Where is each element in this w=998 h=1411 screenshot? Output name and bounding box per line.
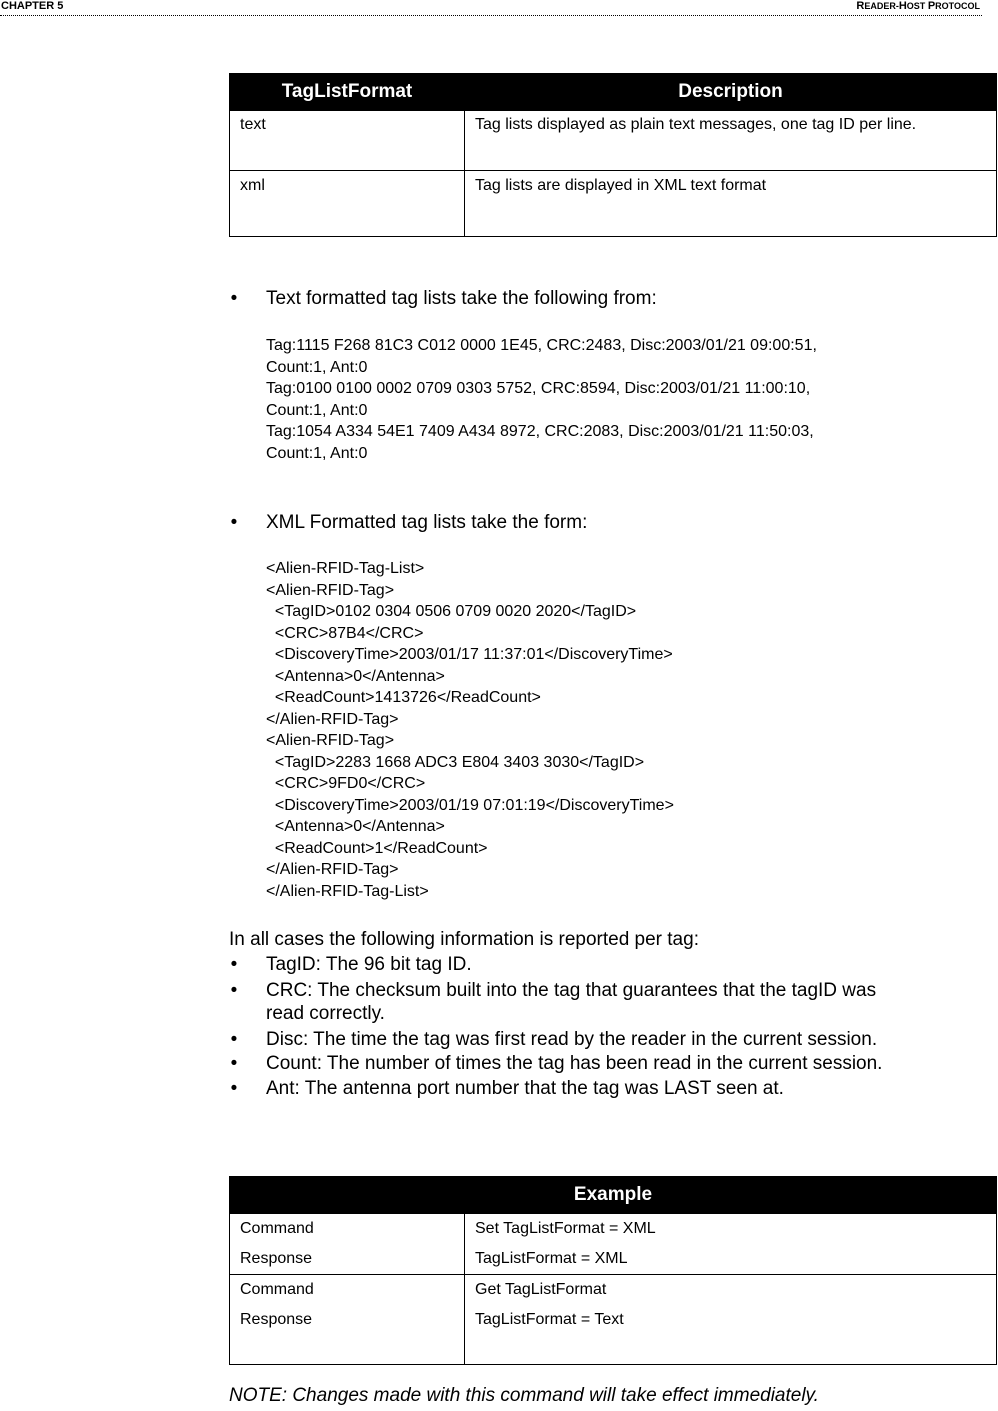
taglistformat-table xyxy=(229,73,997,237)
info-item-continuation: read correctly. xyxy=(266,1003,385,1024)
bullet-text-format-title: Text formatted tag lists take the following from: xyxy=(266,288,657,309)
table-row xyxy=(230,111,997,171)
bullet-dot: • xyxy=(230,512,238,533)
response-label: Response xyxy=(240,1250,313,1267)
response-value: TagListFormat = XML xyxy=(475,1250,628,1267)
format-name: xml xyxy=(230,171,465,237)
section-label: READER-HOST PROTOCOL xyxy=(856,0,980,12)
bullet-dot: • xyxy=(230,954,238,975)
note-text: NOTE: Changes made with this command will take effect immediately. xyxy=(229,1385,819,1406)
page-header xyxy=(0,0,982,16)
text-format-example: Tag:1115 F268 81C3 C012 0000 1E45, CRC:2483, Disc:2003/01/21 09:00:51, Count:1, Ant:0 Tag:0100 0100 0002 0709 0303 5752, CRC:8594, Disc:2003/01/21 11:00:10, Count:1, Ant:0 Tag:1054 A334 54E1 7409 A434 8972, CRC:2083, Disc:2003/01/21 11:50:03, Count:1, Ant:0 xyxy=(266,337,817,462)
bullet-dot: • xyxy=(230,1053,238,1074)
bullet-xml-format-title: XML Formatted tag lists take the form: xyxy=(266,512,588,533)
table-header-taglistformat: TagListFormat xyxy=(230,74,465,111)
response-label: Response xyxy=(240,1311,313,1328)
format-name: text xyxy=(230,111,465,171)
command-label: Command xyxy=(240,1281,314,1298)
xml-format-example: <Alien-RFID-Tag-List> <Alien-RFID-Tag> <TagID>0102 0304 0506 0709 0020 2020</TagID> <CRC>87B4</CRC> <DiscoveryTime>2003/01/17 11:37:01</DiscoveryTime> <Antenna>0</Antenna> <ReadCount>1413726</ReadCount> </Alien-RFID-Tag> <Alien-RFID-Tag> <TagID>2283 1668 ADC3 E804 3403 3030</TagID> <CRC>9FD0</CRC> <DiscoveryTime>2003/01/19 07:01:19</DiscoveryTime> <Antenna>0</Antenna> <ReadCount>1</ReadCount> </Alien-RFID-Tag> </Alien-RFID-Tag-List> xyxy=(266,560,674,900)
table-row xyxy=(230,1214,997,1275)
command-value: Set TagListFormat = XML xyxy=(475,1220,656,1237)
table-header-description: Description xyxy=(465,74,997,111)
info-intro: In all cases the following information is reported per tag: xyxy=(229,929,699,950)
table-row xyxy=(230,1275,997,1365)
bullet-dot: • xyxy=(230,288,238,309)
format-description: Tag lists displayed as plain text messages, one tag ID per line. xyxy=(465,111,997,171)
command-value: Get TagListFormat xyxy=(475,1281,607,1298)
bullet-dot: • xyxy=(230,980,238,1001)
command-label: Command xyxy=(240,1220,314,1237)
table-row xyxy=(230,171,997,237)
bullet-dot: • xyxy=(230,1029,238,1050)
chapter-label: CHAPTER 5 xyxy=(1,0,64,12)
format-description: Tag lists are displayed in XML text format xyxy=(465,171,997,237)
bullet-dot: • xyxy=(230,1078,238,1099)
example-table xyxy=(229,1176,997,1365)
example-table-title: Example xyxy=(230,1177,997,1214)
response-value: TagListFormat = Text xyxy=(475,1311,624,1328)
